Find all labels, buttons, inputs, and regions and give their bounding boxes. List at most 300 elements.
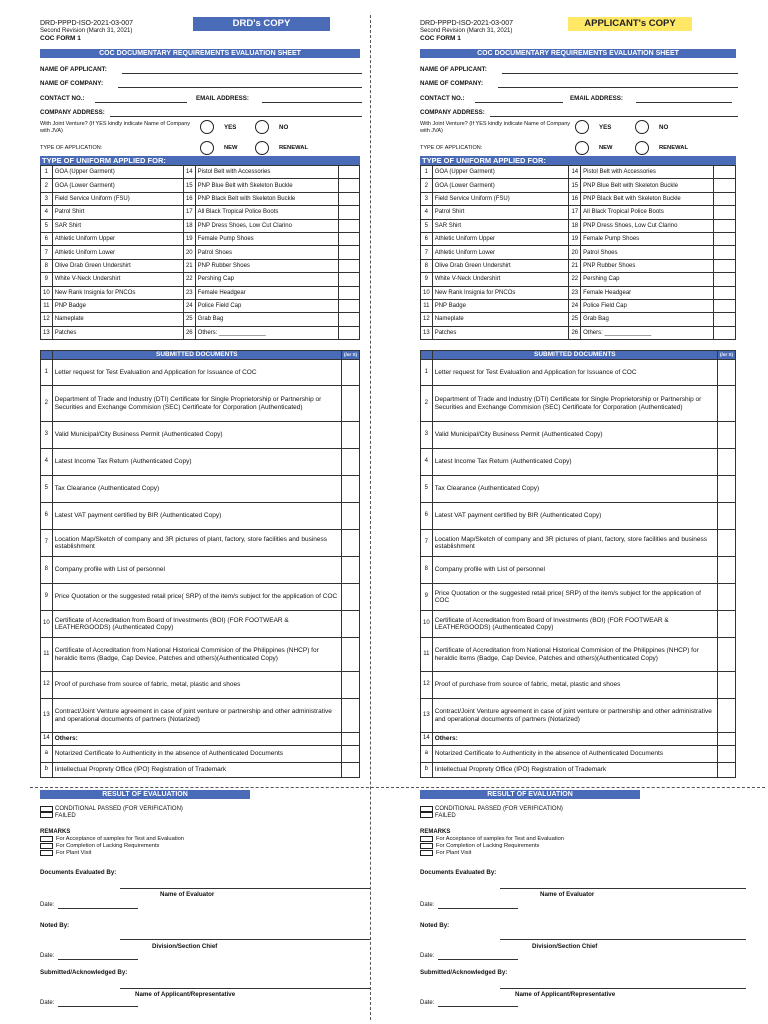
uniform-item-number: 8 (421, 259, 433, 272)
chief-date-field[interactable] (438, 959, 518, 960)
document-label: Price Quotation or the suggested retail price( SRP) of the item/s subject for the application of COC (52, 584, 341, 611)
uniform-check-cell[interactable] (338, 286, 359, 299)
new-application-radio[interactable] (575, 141, 589, 155)
document-check-cell[interactable] (342, 638, 360, 672)
uniform-item-label: New Rank Insignia for PNCOs (432, 286, 569, 299)
uniform-item-number: 10 (421, 286, 433, 299)
uniform-item-label: PNP Blue Belt with Skeleton Buckle (195, 179, 338, 192)
document-row (421, 422, 736, 449)
uniform-item-number: 4 (421, 206, 433, 219)
remark-checkbox[interactable] (420, 850, 433, 856)
document-check-cell[interactable] (342, 360, 360, 386)
uniform-item-number: 21 (183, 259, 195, 272)
uniform-item-label: Grab Bag (195, 313, 338, 326)
jv-yes-radio[interactable] (200, 120, 214, 134)
remark-checkbox[interactable] (40, 850, 53, 856)
document-check-cell[interactable] (342, 557, 360, 584)
uniform-item-label: Pershing Cap (195, 273, 338, 286)
uniform-item-label: All Black Tropical Police Boots (581, 206, 714, 219)
document-label: Proof of purchase from source of fabric, metal, plastic and shoes (52, 672, 341, 699)
document-check-cell[interactable] (718, 360, 736, 386)
document-check-cell[interactable] (342, 733, 360, 746)
document-check-cell[interactable] (718, 449, 736, 476)
applicant-date-field[interactable] (438, 1006, 518, 1007)
document-check-cell[interactable] (718, 557, 736, 584)
company-address-field[interactable] (110, 116, 362, 117)
uniform-item-number: 25 (569, 313, 581, 326)
document-check-cell[interactable] (718, 733, 736, 746)
uniform-item-label: Patrol Shoes (581, 246, 714, 259)
document-check-cell[interactable] (342, 672, 360, 699)
uniform-row (421, 166, 736, 179)
contact-field[interactable] (95, 102, 187, 103)
uniform-check-cell[interactable] (338, 166, 359, 179)
applicant-date-field[interactable] (58, 1006, 138, 1007)
contact-label: CONTACT NO.: (40, 95, 85, 102)
uniform-row (421, 206, 736, 219)
document-number: 6 (41, 503, 53, 530)
uniform-row (421, 232, 736, 245)
document-number: 10 (41, 611, 53, 638)
chief-date-label: Date: (420, 953, 435, 959)
uniform-row (421, 313, 736, 326)
remark-checkbox[interactable] (420, 836, 433, 842)
division-section-chief: Division/Section Chief (532, 943, 598, 950)
uniform-type-header: TYPE OF UNIFORM APPLIED FOR: (40, 156, 360, 165)
document-label: Notarized Certificate fo Authenticity in the absence of Authenticated Documents (52, 746, 341, 763)
uniform-item-number: 15 (183, 179, 195, 192)
uniform-check-cell[interactable] (338, 179, 359, 192)
uniform-check-cell[interactable] (338, 313, 359, 326)
uniform-item-number: 14 (569, 166, 581, 179)
document-row (41, 584, 360, 611)
document-number: a (41, 746, 53, 763)
document-label: Latest VAT payment certified by BIR (Authenticated Copy) (52, 503, 341, 530)
name-of-applicant-representative: Name of Applicant/Representative (515, 991, 616, 998)
copy-label: APPLICANT's COPY (568, 17, 692, 31)
uniform-check-cell[interactable] (714, 259, 736, 272)
renewal-radio[interactable] (635, 141, 649, 155)
document-row (41, 386, 360, 422)
document-number: 7 (41, 530, 53, 557)
uniform-item-label: Nameplate (52, 313, 183, 326)
uniform-item-label: Pistol Belt with Accessories (581, 166, 714, 179)
document-label: Certificate of Accreditation from National Historical Commision of the Philippines (NHCP) for heraldic Items (Badge, Cap Device, Patches and others)(Authenticated Copy) (432, 638, 717, 672)
uniform-check-cell[interactable] (338, 259, 359, 272)
uniform-item-number: 11 (41, 299, 53, 312)
uniform-table (420, 165, 736, 340)
email-field[interactable] (636, 102, 732, 103)
noted-by-label: Noted By: (40, 922, 70, 929)
uniform-item-number: 17 (569, 206, 581, 219)
jv-no-label: NO (279, 124, 289, 131)
uniform-item-label: Police Field Cap (195, 299, 338, 312)
new-label: NEW (599, 145, 613, 151)
failed-checkbox[interactable] (420, 812, 433, 818)
contact-field[interactable] (475, 102, 563, 103)
uniform-row (41, 166, 360, 179)
uniform-row (41, 259, 360, 272)
document-row (41, 746, 360, 763)
uniform-item-label: Field Service Uniform (FSU) (52, 192, 183, 205)
document-label: Letter request for Test Evaluation and Application for Issuance of COC (52, 360, 341, 386)
type-of-application-label: TYPE OF APPLICATION: (420, 145, 483, 151)
documents-evaluated-by-label: Documents Evaluated By: (40, 869, 117, 876)
submitted-acknowledged-by-label: Submitted/Acknowledged By: (40, 969, 128, 976)
chief-date-field[interactable] (58, 959, 138, 960)
joint-venture-question: With Joint Venture? (If YES kindly indicate Name of Company with JVA) (40, 121, 190, 134)
document-number: 3 (41, 422, 53, 449)
uniform-row (41, 179, 360, 192)
uniform-item-number: 18 (569, 219, 581, 232)
uniform-check-cell[interactable] (338, 326, 359, 339)
uniform-check-cell[interactable] (338, 232, 359, 245)
uniform-check-cell[interactable] (338, 299, 359, 312)
uniform-item-number: 11 (421, 299, 433, 312)
document-check-cell[interactable] (718, 672, 736, 699)
document-label: Company profile with List of personnel (432, 557, 717, 584)
uniform-item-number: 25 (183, 313, 195, 326)
document-check-cell[interactable] (718, 699, 736, 733)
document-label: Department of Trade and Industry (DTI) Certificate for Single Proprietorship or Partnership or Securities and Exchange Commision (SEC) Certificate for Corporation (Authenticated) (432, 386, 717, 422)
document-check-cell[interactable] (342, 503, 360, 530)
document-check-cell[interactable] (342, 699, 360, 733)
uniform-check-cell[interactable] (338, 273, 359, 286)
document-check-cell[interactable] (718, 503, 736, 530)
uniform-item-number: 3 (421, 192, 433, 205)
document-row (41, 449, 360, 476)
uniform-item-label: Athletic Uniform Lower (52, 246, 183, 259)
uniform-item-number: 12 (421, 313, 433, 326)
document-label: Iintellectual Proprety Office (IPO) Registration of Trademark (432, 763, 717, 778)
document-label: Certificate of Accreditation from National Historical Commision of the Philippines (NHCP) for heraldic Items (Badge, Cap Device, Patches and others)(Authenticated Copy) (52, 638, 341, 672)
uniform-item-number: 13 (41, 326, 53, 339)
uniform-item-label: SAR Shirt (52, 219, 183, 232)
document-number: 14 (41, 733, 53, 746)
uniform-item-label: Athletic Uniform Upper (52, 232, 183, 245)
name-of-applicant-label: NAME OF APPLICANT: (40, 66, 107, 73)
uniform-item-number: 24 (183, 299, 195, 312)
document-number: 6 (421, 503, 433, 530)
evaluator-date-field[interactable] (438, 908, 518, 909)
uniform-item-number: 17 (183, 206, 195, 219)
uniform-item-label: GOA (Upper Garment) (52, 166, 183, 179)
document-check-cell[interactable] (718, 746, 736, 763)
chief-date-label: Date: (40, 953, 55, 959)
document-check-cell[interactable] (342, 476, 360, 503)
uniform-item-number: 10 (41, 286, 53, 299)
document-check-cell[interactable] (342, 386, 360, 422)
document-row (41, 476, 360, 503)
docs-header: SUBMITTED DOCUMENTS (52, 351, 341, 360)
remark-checkbox[interactable] (40, 836, 53, 842)
uniform-item-number: 16 (569, 192, 581, 205)
document-number: 9 (41, 584, 53, 611)
remark-option: For Plant Visit (436, 850, 472, 856)
document-number: 1 (41, 360, 53, 386)
uniform-item-label: PNP Dress Shoes, Low Cut Clarino (581, 219, 714, 232)
copy-label: DRD's COPY (193, 17, 330, 31)
document-row (421, 503, 736, 530)
document-label: Valid Municipal/City Business Permit (Authenticated Copy) (432, 422, 717, 449)
document-row (41, 672, 360, 699)
failed-checkbox[interactable] (40, 812, 53, 818)
document-check-cell[interactable] (342, 746, 360, 763)
uniform-item-number: 23 (183, 286, 195, 299)
jv-yes-label: YES (599, 124, 612, 131)
renewal-radio[interactable] (255, 141, 269, 155)
uniform-item-number: 20 (569, 246, 581, 259)
uniform-item-label: Patrol Shoes (195, 246, 338, 259)
document-check-cell[interactable] (342, 763, 360, 778)
uniform-item-number: 22 (569, 273, 581, 286)
failed-label: FAILED (55, 813, 76, 819)
submitted-documents-table (40, 350, 360, 778)
document-number: 7 (421, 530, 433, 557)
uniform-check-cell[interactable] (338, 219, 359, 232)
uniform-row (421, 299, 736, 312)
uniform-check-cell[interactable] (714, 179, 736, 192)
uniform-item-number: 13 (421, 326, 433, 339)
document-check-cell[interactable] (342, 422, 360, 449)
uniform-item-number: 4 (41, 206, 53, 219)
document-label: Latest VAT payment certified by BIR (Authenticated Copy) (432, 503, 717, 530)
company-address-label: COMPANY ADDRESS: (420, 109, 485, 116)
applicant-date-label: Date: (420, 1000, 435, 1006)
document-label: Others: (52, 733, 341, 746)
uniform-item-number: 12 (41, 313, 53, 326)
document-row (41, 360, 360, 386)
docs-check-header: (/or X) (718, 351, 736, 360)
document-check-cell[interactable] (718, 763, 736, 778)
uniform-item-number: 22 (183, 273, 195, 286)
uniform-item-label: Grab Bag (581, 313, 714, 326)
document-number: 13 (41, 699, 53, 733)
uniform-item-number: 26 (569, 326, 581, 339)
uniform-row (41, 219, 360, 232)
uniform-check-cell[interactable] (338, 192, 359, 205)
vertical-cut-line (370, 15, 371, 1020)
uniform-item-label: GOA (Lower Garment) (432, 179, 569, 192)
form-revision: Second Revision (March 31, 2021) (40, 27, 133, 34)
uniform-row (41, 246, 360, 259)
uniform-item-number: 2 (421, 179, 433, 192)
document-number: 12 (41, 672, 53, 699)
docs-header-row (421, 351, 736, 360)
noted-by-label: Noted By: (420, 922, 450, 929)
docs-header: SUBMITTED DOCUMENTS (432, 351, 717, 360)
uniform-item-label: PNP Black Belt with Skeleton Buckle (195, 192, 338, 205)
uniform-check-cell[interactable] (714, 246, 736, 259)
document-check-cell[interactable] (718, 422, 736, 449)
uniform-item-label: Female Headgear (195, 286, 338, 299)
drd-copy-form (10, 0, 357, 1024)
remark-option: For Acceptance of samples for Test and Evaluation (436, 836, 564, 842)
jv-yes-radio[interactable] (575, 120, 589, 134)
document-row (41, 699, 360, 733)
document-label: Proof of purchase from source of fabric, metal, plastic and shoes (432, 672, 717, 699)
uniform-item-number: 1 (421, 166, 433, 179)
uniform-item-number: 5 (421, 219, 433, 232)
renewal-label: RENEWAL (659, 145, 688, 151)
evaluator-signature-line[interactable] (120, 888, 370, 889)
uniform-item-number: 18 (183, 219, 195, 232)
uniform-item-label: Others: ______________ (581, 326, 714, 339)
new-application-radio[interactable] (200, 141, 214, 155)
document-label: Certificate of Accreditation from Board of Investments (BOI) (FOR FOOTWEAR & LEATHERGOODS) (Authenticated Copy) (52, 611, 341, 638)
name-of-applicant-field[interactable] (122, 73, 362, 74)
name-of-evaluator: Name of Evaluator (160, 891, 215, 898)
type-of-application-label: TYPE OF APPLICATION: (40, 145, 103, 151)
jv-no-radio[interactable] (255, 120, 269, 134)
uniform-check-cell[interactable] (714, 166, 736, 179)
document-check-cell[interactable] (718, 638, 736, 672)
uniform-item-number: 5 (41, 219, 53, 232)
document-number: b (41, 763, 53, 778)
uniform-row (41, 326, 360, 339)
document-number: 8 (41, 557, 53, 584)
jv-yes-label: YES (224, 124, 237, 131)
name-of-applicant-field[interactable] (502, 73, 738, 74)
applicant-signature-line[interactable] (120, 988, 370, 989)
document-label: Letter request for Test Evaluation and Application for Issuance of COC (432, 360, 717, 386)
remark-option: For Plant Visit (56, 850, 92, 856)
uniform-item-label: Field Service Uniform (FSU) (432, 192, 569, 205)
renewal-label: RENEWAL (279, 145, 308, 151)
document-row (421, 530, 736, 557)
uniform-check-cell[interactable] (714, 326, 736, 339)
uniform-item-number: 23 (569, 286, 581, 299)
document-check-cell[interactable] (342, 611, 360, 638)
uniform-check-cell[interactable] (714, 299, 736, 312)
chief-signature-line[interactable] (120, 939, 370, 940)
uniform-check-cell[interactable] (714, 219, 736, 232)
document-check-cell[interactable] (718, 611, 736, 638)
uniform-item-label: PNP Dress Shoes, Low Cut Clarino (195, 219, 338, 232)
uniform-item-label: PNP Black Belt with Skeleton Buckle (581, 192, 714, 205)
evaluator-signature-line[interactable] (500, 888, 746, 889)
name-of-applicant-label: NAME OF APPLICANT: (420, 66, 487, 73)
document-label: Location Map/Sketch of company and 3R pictures of plant, factory, store facilities and business establishment (432, 530, 717, 557)
document-check-cell[interactable] (718, 584, 736, 611)
name-of-company-label: NAME OF COMPANY: (40, 80, 104, 87)
uniform-check-cell[interactable] (714, 232, 736, 245)
chief-signature-line[interactable] (500, 939, 746, 940)
uniform-item-label: Patrol Shirt (52, 206, 183, 219)
remark-checkbox[interactable] (420, 843, 433, 849)
document-number: 4 (41, 449, 53, 476)
uniform-item-number: 7 (421, 246, 433, 259)
uniform-table (40, 165, 360, 340)
evaluator-date-field[interactable] (58, 908, 138, 909)
uniform-item-label: White V-Neck Undershirt (52, 273, 183, 286)
uniform-check-cell[interactable] (714, 192, 736, 205)
uniform-item-number: 6 (41, 232, 53, 245)
uniform-item-number: 7 (41, 246, 53, 259)
submitted-documents-table (420, 350, 736, 778)
uniform-item-number: 2 (41, 179, 53, 192)
document-number: 3 (421, 422, 433, 449)
name-of-applicant-representative: Name of Applicant/Representative (135, 991, 236, 998)
uniform-type-header: TYPE OF UNIFORM APPLIED FOR: (420, 156, 736, 165)
jv-no-label: NO (659, 124, 669, 131)
document-check-cell[interactable] (342, 584, 360, 611)
document-check-cell[interactable] (342, 530, 360, 557)
remarks-label: REMARKS (420, 829, 451, 835)
uniform-row (421, 286, 736, 299)
evaluator-date-label: Date: (40, 902, 55, 908)
document-check-cell[interactable] (718, 530, 736, 557)
jv-no-radio[interactable] (635, 120, 649, 134)
name-of-company-label: NAME OF COMPANY: (420, 80, 484, 87)
uniform-item-number: 21 (569, 259, 581, 272)
name-of-company-field[interactable] (498, 87, 738, 88)
document-row (421, 360, 736, 386)
uniform-row (421, 259, 736, 272)
applicant-date-label: Date: (40, 1000, 55, 1006)
docs-header-num (421, 351, 433, 360)
company-address-field[interactable] (490, 116, 738, 117)
remark-checkbox[interactable] (40, 843, 53, 849)
evaluator-date-label: Date: (420, 902, 435, 908)
remark-option: For Completion of Lacking Requirements (56, 843, 160, 849)
uniform-row (421, 326, 736, 339)
uniform-check-cell[interactable] (338, 246, 359, 259)
docs-check-header: (/or X) (342, 351, 360, 360)
document-number: 4 (421, 449, 433, 476)
uniform-check-cell[interactable] (338, 206, 359, 219)
document-row (41, 611, 360, 638)
document-number: 10 (421, 611, 433, 638)
uniform-item-label: Patches (52, 326, 183, 339)
email-field[interactable] (262, 102, 362, 103)
applicant-signature-line[interactable] (500, 988, 746, 989)
document-check-cell[interactable] (718, 386, 736, 422)
uniform-item-label: White V-Neck Undershirt (432, 273, 569, 286)
uniform-item-label: Athletic Uniform Upper (432, 232, 569, 245)
document-row (41, 530, 360, 557)
document-row (421, 763, 736, 778)
uniform-row (421, 219, 736, 232)
document-number: 13 (421, 699, 433, 733)
submitted-acknowledged-by-label: Submitted/Acknowledged By: (420, 969, 508, 976)
uniform-check-cell[interactable] (714, 313, 736, 326)
company-address-label: COMPANY ADDRESS: (40, 109, 105, 116)
document-label: Certificate of Accreditation from Board of Investments (BOI) (FOR FOOTWEAR & LEATHERGOODS) (Authenticated Copy) (432, 611, 717, 638)
document-check-cell[interactable] (718, 476, 736, 503)
uniform-item-label: Patches (432, 326, 569, 339)
document-row (421, 584, 736, 611)
uniform-row (41, 192, 360, 205)
document-check-cell[interactable] (342, 449, 360, 476)
uniform-row (421, 273, 736, 286)
failed-label: FAILED (435, 813, 456, 819)
form-code: DRD-PPPD-ISO-2021-03-007 (40, 20, 133, 27)
uniform-check-cell[interactable] (714, 206, 736, 219)
uniform-check-cell[interactable] (714, 273, 736, 286)
document-label: Price Quotation or the suggested retail price( SRP) of the item/s subject for the application of COC (432, 584, 717, 611)
uniform-check-cell[interactable] (714, 286, 736, 299)
uniform-item-number: 3 (41, 192, 53, 205)
name-of-company-field[interactable] (118, 87, 362, 88)
document-number: 11 (421, 638, 433, 672)
document-number: 1 (421, 360, 433, 386)
uniform-item-label: Police Field Cap (581, 299, 714, 312)
uniform-item-number: 24 (569, 299, 581, 312)
uniform-item-label: All Black Tropical Police Boots (195, 206, 338, 219)
document-row (421, 476, 736, 503)
document-row (421, 557, 736, 584)
